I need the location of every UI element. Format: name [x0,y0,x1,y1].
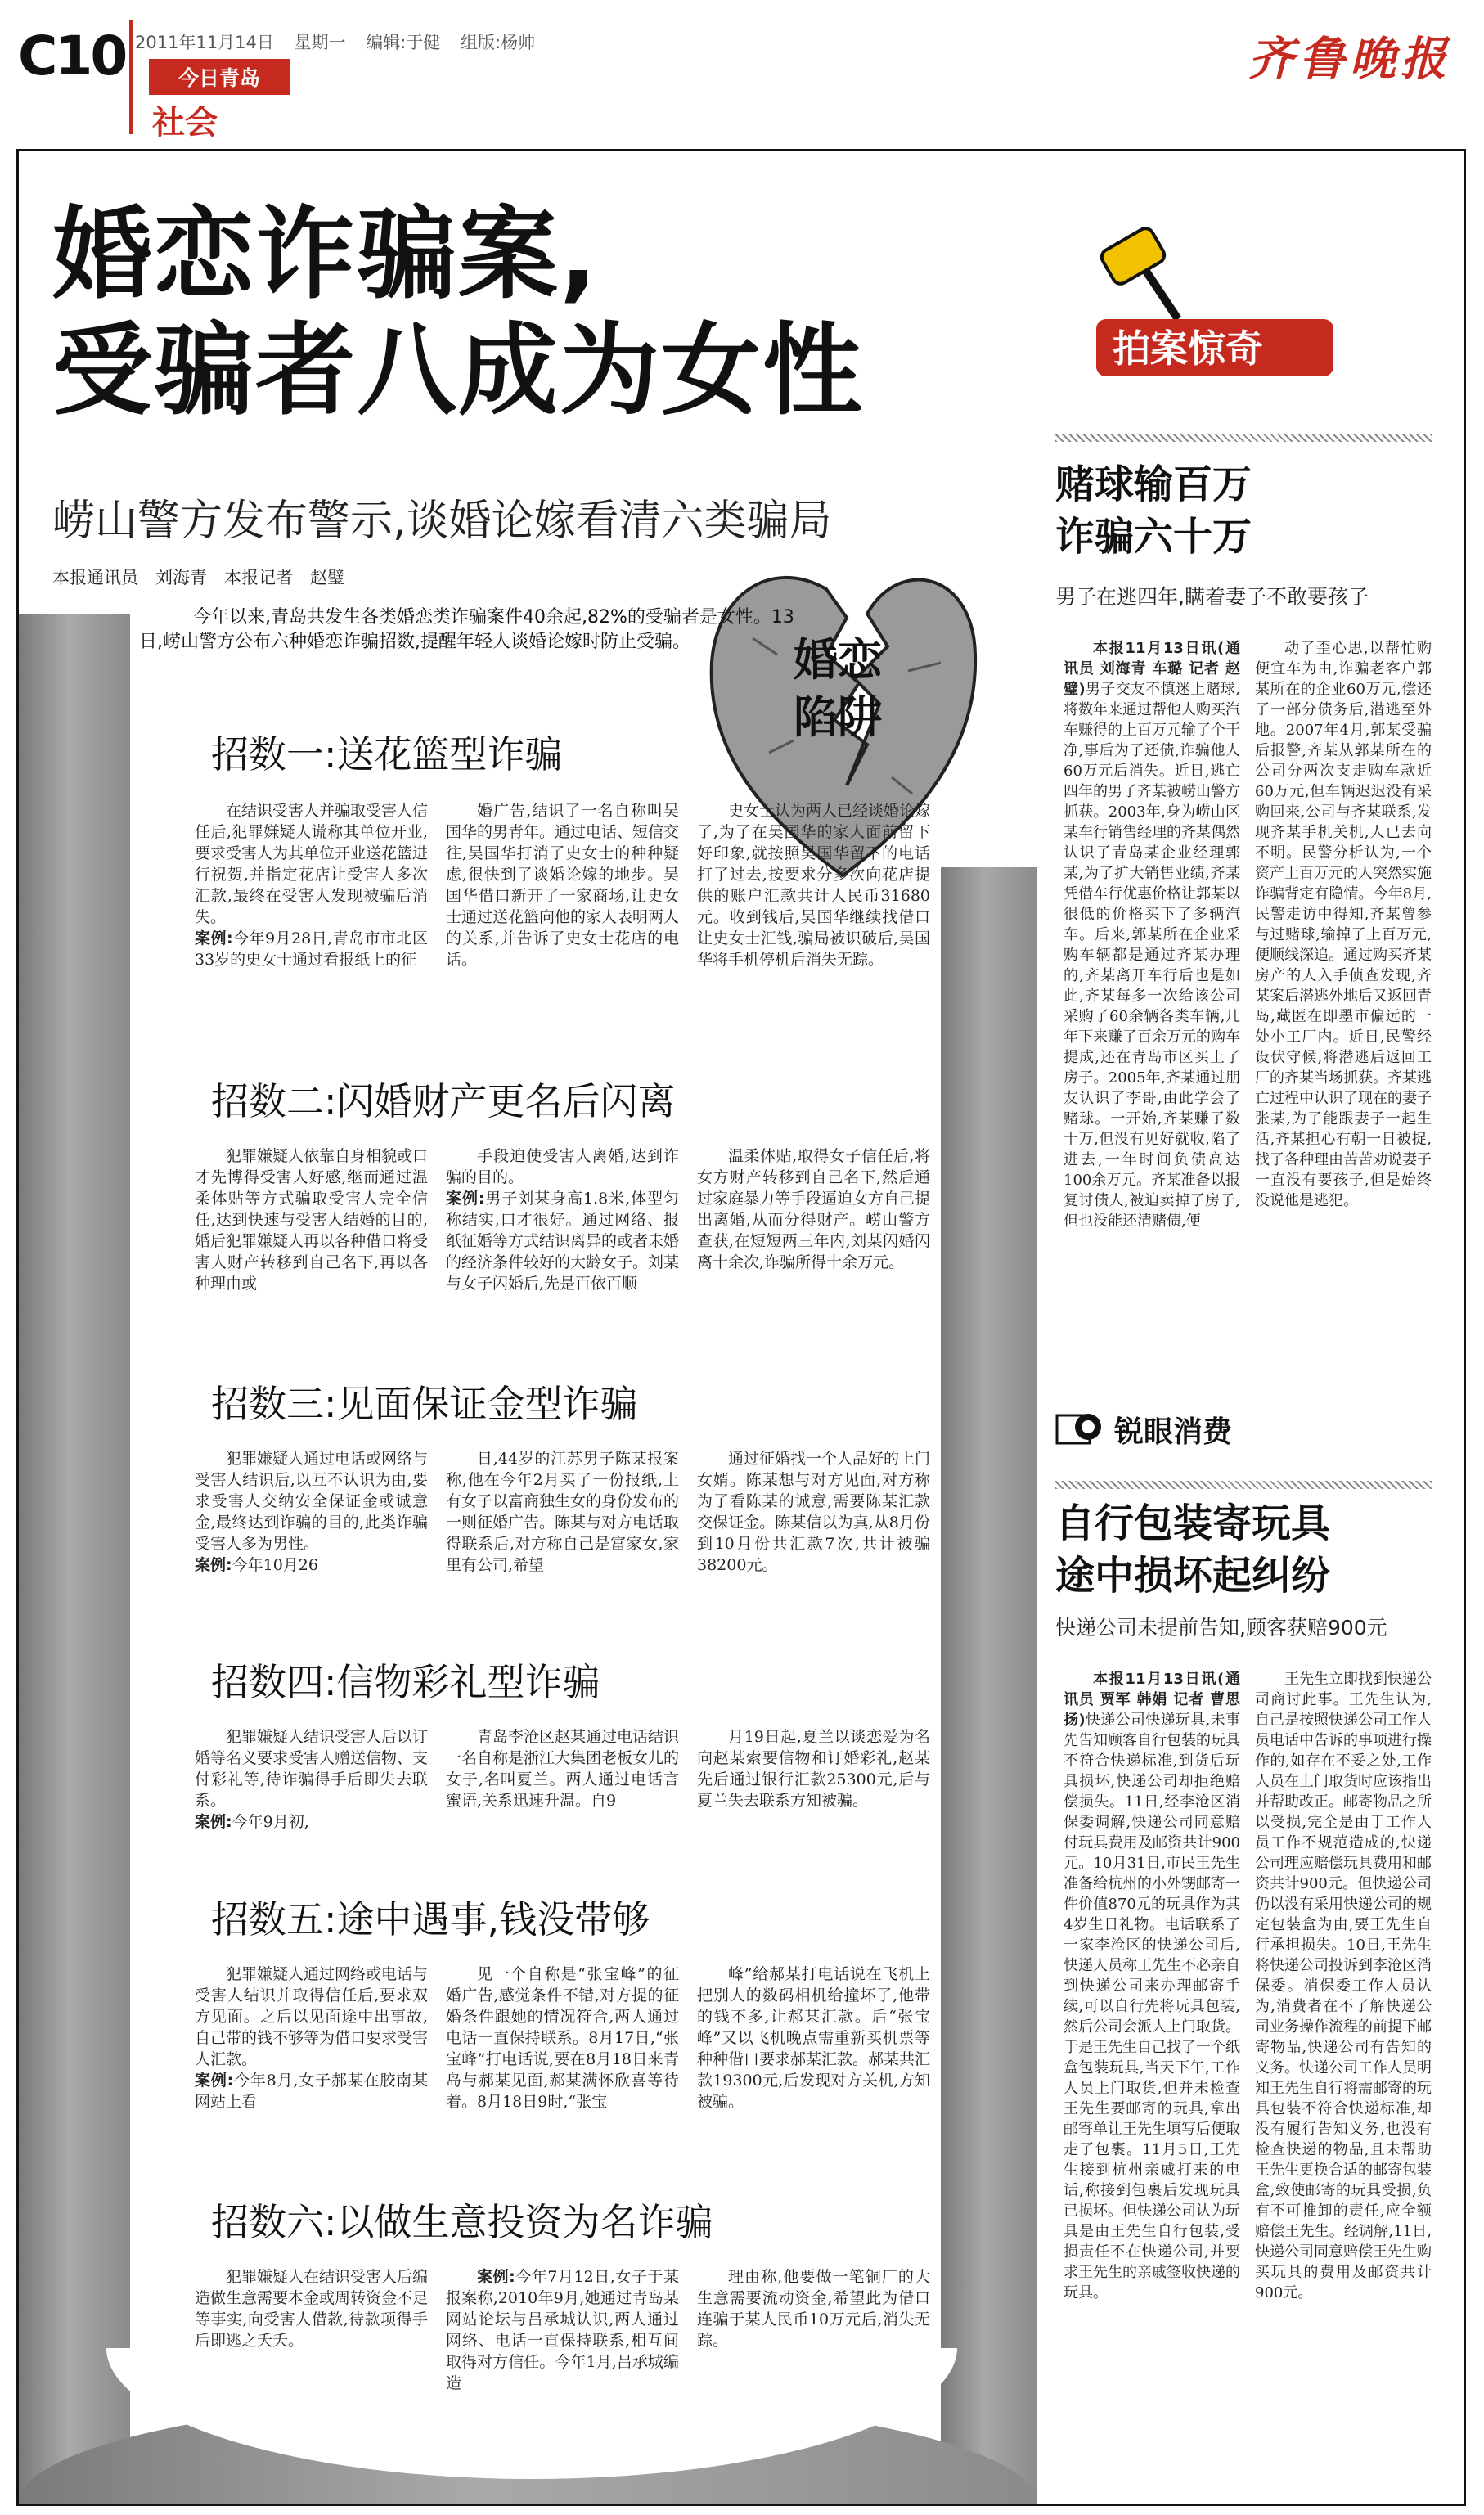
gavel-icon [1099,226,1178,319]
frame-top [16,149,1466,151]
section-name: 社会 [152,104,218,142]
section-body-2 [195,1145,931,1383]
story2-rule [1055,1481,1432,1489]
section-body-4 [195,1726,931,1882]
section-title-3: 招数三:见面保证金型诈骗 [211,1382,638,1426]
main-headline [52,196,1034,429]
heart-badge-text-1: 婚恋 [794,634,882,686]
headline-line-2: 受骗者八成为女性 [52,313,864,429]
stamp-logo [1055,221,1333,385]
section-body-3 [195,1448,931,1653]
frame-bottom [16,2504,1466,2506]
story1-col-1: 本报11月13日讯(通讯员 刘海青 车璐 记者 赵璧)男子交友不慎迷上赌球,将数年来通过帮他人购买汽车赚得的上百万元输了个干净,事后为了还债,诈骗他人60万元后消失。近日,逃亡四年的男子齐某被崂山警方抓获。2003年,身为崂山区某车行销售经理的齐某偶然认识了青岛某企业经理郭某,为了扩大销售业绩,齐某凭借车行优惠价格让郭某以很低的价格买下了多辆汽车。后来,郭某所在企业采购车辆都是通过齐某办理的,齐某离开车行后也是如此,齐某每多一次给该公司采购了60余辆各类车辆,几年下来赚了百余万元的购车提成,还在青岛市区买上了房子。2005年,齐某通过朋友认识了李哥,由此学会了赌球。一开始,齐某赚了数十万,但没有见好就收,陷了进去,一年时间负债高达100余万元。齐某准备以报复讨债人,被迫卖掉了房子,但也没能还清赌债,便 [1064,640,1240,1230]
issue-layout: 组版:杨帅 [461,33,536,52]
issue-editor: 编辑:于健 [366,33,441,52]
story1-rule [1055,434,1432,442]
issue-date: 2011年11月14日 [135,33,274,52]
section-title-2: 招数二:闪婚财产更名后闪离 [211,1079,676,1123]
headline-line-1: 婚恋诈骗案, [52,196,600,313]
tag-label-text: 锐眼消费 [1114,1415,1233,1449]
magnifier-icon [1055,1407,1108,1451]
page-number: C10 [18,25,126,88]
section-body-5 [195,1964,931,2176]
main-lede: 今年以来,青岛共发生各类婚恋类诈骗案件40余起,82%的受骗者是女性。13日,崂山警方公布六种婚恋诈骗招数,提醒年轻人谈婚论嫁时防止受骗。 [139,607,794,652]
decor-band-right [941,867,1037,2504]
section-5-col-2: 见一个自称是“张宝峰”的征婚广告,感觉条件不错,对方提的征婚条件跟她的情况符合,两人通过电话一直保持联系。8月17日,“张宝峰”打电话说,要在8月18日来青岛与郝某见面,郝某满怀欣喜等待着。8月18日9时,“张宝 [446,1965,679,2111]
section-1-col-2: 婚广告,结识了一名自称叫吴国华的男青年。通过电话、短信交往,吴国华打消了史女士的种种疑虑,很快到了谈婚论嫁的地步。吴国华借口新开了一家商场,让史女士通过送花篮向他的家人表明两人的关系,并告诉了史女士花店的电话。 [446,802,679,969]
edition-label: 今日青岛 [149,59,290,95]
section-4-col-1: 犯罪嫌疑人结识受害人后以订婚等名义要求受害人赠送信物、支付彩礼等,待诈骗得手后即失去联系。 案例:今年9月初, [195,1728,428,1831]
section-5-col-1: 犯罪嫌疑人通过网络或电话与受害人结识并取得信任后,要求双方见面。之后以见面途中出事故,自己带的钱不够等为借口要求受害人汇款。 案例:今年8月,女子郝某在胶南某网站上看 [195,1965,428,2111]
story1-deck: 男子在逃四年,瞒着妻子不敢要孩子 [1055,585,1369,609]
story1-title-line-1: 赌球输百万 [1055,461,1252,507]
main-byline: 本报通讯员 刘海青 本报记者 赵璧 [52,568,344,587]
section-2-col-1: 犯罪嫌疑人依靠自身相貌或口才先博得受害人好感,继而通过温柔体贴等方式骗取受害人完全信任,达到快速与受害人结婚的目的,婚后犯罪嫌疑人再以各种借口将受害人财产转移到自己名下,再以各种理由或 [195,1147,428,1293]
tag-label [1055,1407,1232,1451]
header-rule [129,20,133,134]
story2-body [1064,1669,1432,2487]
section-4-col-3: 月19日起,夏兰以谈恋爱为名向赵某索要信物和订婚彩礼,赵某先后通过银行汇款25300元,后与夏兰失去联系方知被骗。 [697,1728,930,1810]
issue-weekday: 星期一 [294,33,346,52]
story1-title-line-2: 诈骗六十万 [1055,514,1252,560]
story2-col-1: 本报11月13日讯(通讯员 贾军 韩娟 记者 曹思扬)快递公司快递玩具,未事先告知顾客自行包装的玩具不符合快递标准,到货后玩具损坏,快递公司却拒绝赔偿损失。11日,经李沧区消保委调解,快递公司同意赔付玩具费用及邮资共计900元。10月31日,市民王先生准备给杭州的小外甥邮寄一件价值870元的玩具作为其4岁生日礼物。电话联系了一家李沧区的快递公司后,快递人员称王先生不必亲自到快递公司来办理邮寄手续,可以自行先将玩具包装,然后公司会派人上门取货。于是王先生自己找了一个纸盒包装玩具,当天下午,工作人员上门取货,但并未检查王先生要邮寄的玩具,拿出邮寄单让王先生填写后便取走了包裹。11月5日,王先生接到杭州亲戚打来的电话,称接到包裹后发现玩具已损坏。但快递公司认为玩具是由王先生自行包装,受损责任不在快递公司,并要求王先生的亲戚签收快递的玩具。 [1064,1671,1240,2301]
section-3-col-1: 犯罪嫌疑人通过电话或网络与受害人结识后,以互不认识为由,要求受害人交纳安全保证金或诚意金,最终达到诈骗的目的,此类诈骗受害人多为男性。 案例:今年10月26 [195,1450,428,1574]
section-title-5: 招数五:途中遇事,钱没带够 [211,1897,650,1941]
section-6-col-3: 理由称,他要做一笔铜厂的大生意需要流动资金,希望此为借口连骗于某人民币10万元后,消失无踪。 [697,2268,930,2350]
section-body-6 [195,2266,931,2414]
story2-title-line-1: 自行包装寄玩具 [1055,1500,1331,1546]
section-title-4: 招数四:信物彩礼型诈骗 [211,1660,600,1704]
page-header [0,0,1484,147]
story2-col-2: 王先生立即找到快递公司商讨此事。王先生认为,自己是按照快递公司工作人员电话中告诉的事项进行操作的,如存在不妥之处,工作人员在上门取货时应该指出并帮助改正。邮寄物品之所以受损,完全是由于工作人员工作不规范造成的,快递公司理应赔偿玩具费用和邮资共计900元。但快递公司仍以没有采用快递公司的规定包装盒为由,要王先生自行承担损失。10日,王先生将快递公司投诉到李沧区消保委。消保委工作人员认为,消费者在不了解快递公司业务操作流程的前提下邮寄物品,快递公司有告知的义务。快递公司工作人员明知王先生自行将需邮寄的玩具包装不符合快递标准,却没有履行告知义务,也没有检查快递的物品,且未帮助王先生更换合适的邮寄包装盒,致使邮寄的玩具受损,负有不可推卸的责任,应全额赔偿王先生。经调解,11日,快递公司同意赔偿王先生购买玩具的费用及邮资共计900元。 [1255,1671,1432,2301]
story1-title [1055,458,1252,563]
masthead-logo: 齐鲁晚报 [1248,32,1451,86]
section-3-col-3: 通过征婚找一个人品好的上门女婿。陈某想与对方见面,对方称为了看陈某的诚意,需要陈某汇款交保证金。陈某信以为真,从8月份到10月份共汇款7次,共计被骗38200元。 [697,1450,930,1574]
section-3-col-2: 日,44岁的江苏男子陈某报案称,他在今年2月买了一份报纸,上有女子以富商独生女的身份发布的一则征婚广告。陈某与对方电话取得联系后,对方称自己是富家女,家里有公司,希望 [446,1450,679,1574]
section-2-col-3: 温柔体贴,取得女子信任后,将女方财产转移到自己名下,然后通过家庭暴力等手段逼迫女方自己提出离婚,从而分得财产。崂山警方查获,在短短两三年内,刘某闪婚闪离十余次,诈骗所得十余万元。 [697,1147,930,1271]
story1-body [1064,638,1432,1374]
section-6-col-2: 案例:今年7月12日,女子于某报案称,2010年9月,她通过青岛某网站论坛与吕承城认识,两人通过网络、电话一直保持联系,相互间取得对方信任。今年1月,吕承城编造 [446,2268,679,2392]
story2-deck: 快递公司未提前告知,顾客获赔900元 [1055,1616,1387,1640]
section-2-col-2: 手段迫使受害人离婚,达到诈骗的目的。 案例:男子刘某身高1.8米,体型匀称结实,口才很好。通过网络、报纸征婚等方式结识离异的或者未婚的经济条件较好的大龄女子。刘某与女子闪婚后,先是百依百顺 [446,1147,679,1293]
issue-meta [135,29,550,54]
section-1-col-3: 史女士认为两人已经谈婚论嫁了,为了在吴国华的家人面前留下好印象,就按照吴国华留下的电话打了过去,按要求分多次向花店提供的账户汇款共计人民币31680元。收到钱后,吴国华继续找借口让史女士汇钱,骗局被识破后,吴国华将手机停机后消失无踪。 [697,802,930,969]
stamp-text: 拍案惊奇 [1113,326,1263,371]
section-6-col-1: 犯罪嫌疑人在结识受害人后编造做生意需要本金或周转资金不足等事实,向受害人借款,待款项得手后即逃之夭夭。 [195,2268,428,2350]
story2-title [1055,1497,1330,1602]
story2-title-line-2: 途中损坏起纠纷 [1055,1553,1331,1599]
section-5-col-3: 峰”给郝某打电话说在飞机上把别人的数码相机给撞坏了,他带的钱不多,让郝某汇款。后“张宝峰”又以飞机晚点需重新买机票等种种借口要求郝某汇款。郝某共汇款19300元,后发现对方关机,方知被骗。 [697,1965,930,2111]
section-title-1: 招数一:送花篮型诈骗 [211,732,563,776]
section-body-1 [195,800,931,1046]
frame-right [1464,149,1466,2505]
section-4-col-2: 青岛李沧区赵某通过电话结识一名自称是浙江大集团老板女儿的女子,名叫夏兰。两人通过电话言蜜语,关系迅速升温。自9 [446,1728,679,1810]
section-1-col-1: 在结识受害人并骗取受害人信任后,犯罪嫌疑人谎称其单位开业,要求受害人为其单位开业送花篮进行祝贺,并指定花店让受害人多次汇款,最终在受害人发现被骗后消失。 案例:今年9月28日,青岛市市北区33岁的史女士通过看报纸上的征 [195,802,428,969]
decor-band-left [19,614,130,2504]
main-subhead: 崂山警方发布警示,谈婚论嫁看清六类骗局 [52,497,832,546]
story1-col-2: 动了歪心思,以帮忙购便宜车为由,诈骗老客户郭某所在的企业60万元,偿还了一部分债务后,潜逃至外地。2007年4月,郭某受骗后报警,齐某从郭某所在的公司分两次支走购车款近60万元,但车辆迟迟没有采购回来,公司与齐某联系,发现齐某手机关机,人已去向不明。民警分析认为,一个资产上百万元的人突然实施诈骗背定有隐情。今年8月,民警走访中得知,齐某曾参与过赌球,输掉了上百万元,便顺线深追。通过购买齐某房产的人入手侦查发现,齐某案后潜逃外地后又返回青岛,藏匿在即墨市偏远的一处小工厂内。近日,民警经设伏守候,将潜逃后返回工厂的齐某当场抓获。齐某逃亡过程中认识了现在的妻子张某,为了能跟妻子一起生活,齐某担心有朝一日被捉,找了各种理由苦苦劝说妻子一直没有要孩子,但是始终没说他是逃犯。 [1255,640,1432,1209]
section-title-6: 招数六:以做生意投资为名诈骗 [211,2200,713,2244]
heart-badge-text-2: 陷阱 [794,691,882,743]
